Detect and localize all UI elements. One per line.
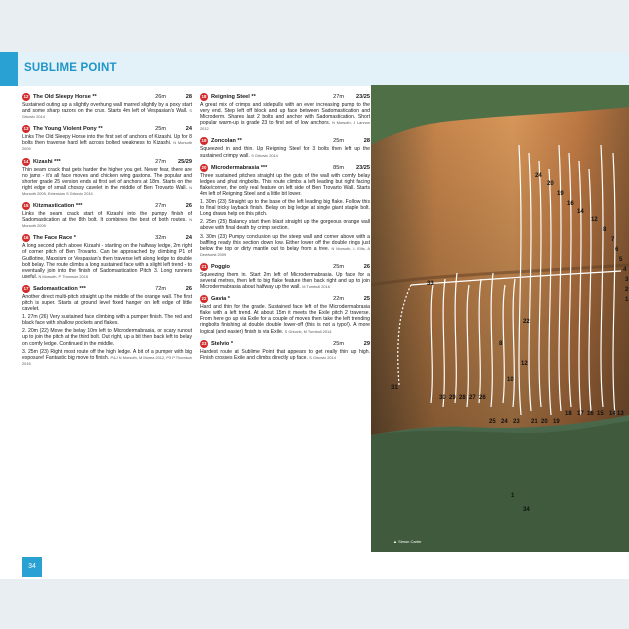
topo-route-label: 28 <box>459 395 466 401</box>
page-number: 34 <box>22 557 42 577</box>
route-description: Thin seam crack that gets harder the higher you get. Never fear, there are no jams - it's all face moves and chicken wing gastons. The popular and shorter grade 25 version ends at first set of anchors at 18m. Starts on the right edge of small chossy cavelet in the middle of Ben Trovarto Wall. N Morsoth 2009, Extension S Grkovic 2014 <box>22 166 192 196</box>
route-entry <box>200 263 370 290</box>
route-number-badge: 22 <box>201 296 207 302</box>
topo-route-label: 16 <box>587 411 594 417</box>
topo-svg <box>371 85 629 552</box>
route-heading <box>200 263 370 271</box>
route-credit: S Grkovic 2014 <box>22 108 192 120</box>
route-heading <box>200 164 370 172</box>
topo-route-label: 34 <box>523 507 530 513</box>
route-description: Hard and thin for the grade. Sustained face left of the Microdermabrasia flake with a left trend. At about 15m it meets the Exile pitch 2 traverse. From here go up via Exile for a couple of moves then take the left trending ringbolts finishing at double double lower-off (this is not a typo!). A more logical (and easier) finish is via Exile. S Grkovic, M Tumbull 2014 <box>200 304 370 335</box>
route-heading <box>200 295 370 303</box>
route-heading <box>200 340 370 348</box>
topo-route-label: 18 <box>565 411 572 417</box>
topo-route-label: 21 <box>531 419 538 425</box>
route-description: 1. 30m (23) Straight up to the base of the left leading big flake. Follow this to final tricky layback finish. Belay on big ledge at single giant staple bolt. Long draws help on this pitch. <box>200 199 370 218</box>
route-length: 22m <box>333 296 344 303</box>
topo-route-label: 20 <box>547 181 554 187</box>
topo-route-label: 2 <box>625 287 629 293</box>
route-number-badge: 15 <box>23 203 29 209</box>
route-number-badge: 19 <box>201 138 207 144</box>
route-name: Stelvio * <box>211 340 234 347</box>
route-description: Squeezing them in. Start 2m left of Microdermabrasia. Up face for a several metres, then left to big flake feature then back right and up to join Microdermabrasia about halfway up the wall. M Tumbull 2016 <box>200 271 370 291</box>
route-name: Kitzmastication *** <box>33 202 83 209</box>
route-name: The Young Violent Pony ** <box>33 126 103 133</box>
topo-route-label: 4 <box>623 267 627 273</box>
route-length: 25m <box>333 340 344 347</box>
route-description: Squeezed in and thin. Up Reigning Steel for 3 bolts then left up the sustained crimpy wall. S Grkovic 2014 <box>200 146 370 159</box>
topo-route-label: 27 <box>469 395 476 401</box>
route-description: Hardest route at Sublime Point that appears to get really thin up high. Finish crosses Exile and climbs directly up face. S Grkovic 2014 <box>200 348 370 361</box>
route-grade: 26 <box>185 285 192 292</box>
route-entry <box>22 349 192 367</box>
route-number-badge: 18 <box>201 94 207 99</box>
route-grade: 28 <box>363 138 370 145</box>
topo-route-label: 8 <box>603 227 607 233</box>
route-entry <box>200 199 370 217</box>
topo-route-label: 1 <box>625 297 629 303</box>
route-heading <box>22 93 192 101</box>
route-column-left <box>22 93 192 372</box>
route-description: 1. 27m (26) Very sustained face climbing with a pumper finish. The red and black face with shallow pockets and flakes. <box>22 314 192 327</box>
route-name: Kizashi *** <box>33 158 61 165</box>
route-length: 72m <box>155 285 166 292</box>
route-column-middle <box>200 93 370 366</box>
topo-route-label: 10 <box>507 377 514 383</box>
route-number-badge: 14 <box>23 158 29 164</box>
route-name: Poggio <box>211 263 230 270</box>
route-credit: S Grkovic, M Tumbull 2014 <box>284 328 332 334</box>
route-length: 27m <box>155 202 166 209</box>
route-description: A great mix of crimps and sidepulls with an ever increasing pump to the very end. Step left off block and up face between Sadomastication and Microderm. Shares last 2 bolts and anchor with Sadomastication. Short popular warm-up is grade 23 to first set of low anchors. N Morsoth, J Lannon 2012 <box>200 102 371 132</box>
route-length: 25m <box>333 263 344 270</box>
topo-route-label: 31 <box>391 385 398 391</box>
route-credit: N Morsoth, J Lannon 2012 <box>200 120 371 132</box>
route-heading <box>200 93 370 101</box>
topo-route-label: 3 <box>625 277 629 283</box>
topo-route-label: 5 <box>619 257 623 263</box>
route-length: 27m <box>333 93 344 100</box>
route-entry <box>200 234 370 258</box>
lower-forest <box>371 421 629 552</box>
route-name: The Face Race * <box>33 235 76 242</box>
topo-route-label: 13 <box>617 411 624 417</box>
route-heading <box>22 234 192 242</box>
header-accent-bar <box>0 52 18 86</box>
crag-topo-photo <box>371 85 629 552</box>
route-length: 85m <box>333 164 344 171</box>
route-number-badge: 13 <box>23 126 29 132</box>
route-entry <box>22 328 192 346</box>
topo-route-label: 14 <box>609 411 616 417</box>
topo-route-label: 6 <box>615 247 619 253</box>
route-credit: S Grkovic 2014 <box>251 152 278 158</box>
route-entry <box>22 158 192 197</box>
route-grade: 26 <box>185 202 192 209</box>
topo-route-label: 14 <box>577 209 584 215</box>
route-credit: N Morsoth, P Thomson 2015 <box>38 273 89 279</box>
topo-route-label: 30 <box>439 395 446 401</box>
topo-route-label: 7 <box>611 237 615 243</box>
route-description: 2. 25m (25) Balancy start then blast straight up the gorgeous orange wall above with final death by crimp section. <box>200 219 370 232</box>
route-name: Gavia * <box>211 296 230 303</box>
topo-route-label: 19 <box>557 191 564 197</box>
route-grade: 29 <box>363 340 370 347</box>
section-header <box>0 52 629 86</box>
route-heading <box>200 137 370 145</box>
route-number-badge: 16 <box>23 235 29 241</box>
route-heading <box>22 125 192 133</box>
route-description: 3. 30m (23) Pumpy conclusion up the steep wall and corner above with a baffling ready this section down low. Either lower off the double rings just below the top or dirty mantle out to belay from a tree. N Morsoth, L Ellis, A Dewhurst 2009 <box>200 233 370 257</box>
route-number-badge: 12 <box>23 94 29 99</box>
topo-route-label: 25 <box>489 419 496 425</box>
route-description: 3. 25m (23) Right most route off the high ledge. A bit of a pumper with big exposure! Fantastic big move to finish. P&J N Morsoth, M Morea 2012, P3 P Thomson 2015 <box>22 348 192 366</box>
route-grade: 24 <box>185 235 192 242</box>
topo-route-label: 29 <box>449 395 456 401</box>
topo-route-label: 17 <box>577 411 584 417</box>
route-entry <box>200 295 370 334</box>
route-number-badge: 21 <box>201 263 207 269</box>
route-entry <box>200 219 370 231</box>
route-length: 25m <box>333 138 344 145</box>
topo-route-label: 16 <box>567 201 574 207</box>
route-name: Sadomastication *** <box>33 285 86 292</box>
route-description: Another direct multi-pitch straight up the middle of the orange wall. The first pitch is super. Starts at ground level fixed hanger on left edge of little cavelet. <box>22 293 192 313</box>
route-entry <box>200 137 370 158</box>
section-title: SUBLIME POINT <box>24 62 117 74</box>
route-credit: N Morsoth 2009, Extension S Grkovic 2014 <box>22 184 192 196</box>
topo-route-label: 24 <box>535 173 542 179</box>
route-name: Microdermabrasia *** <box>211 164 268 171</box>
topo-route-label: 23 <box>513 419 520 425</box>
topo-route-label: 24 <box>501 419 508 425</box>
route-entry <box>22 125 192 152</box>
topo-route-label: 15 <box>597 411 604 417</box>
route-credit: N Morsoth, L Ellis, A Dewhurst 2009 <box>200 245 370 257</box>
route-description: Sustained outing up a slightly overhung wall marred slightly by a poxy start and some sharp razors on the crux. Starts 4m left of Vespasian's Wall. S Grkovic 2014 <box>22 102 192 120</box>
topo-route-label: 12 <box>521 361 528 367</box>
route-length: 32m <box>155 235 166 242</box>
route-name: Zoncolan ** <box>211 138 242 145</box>
route-name: Reigning Steel ** <box>211 93 256 100</box>
topo-route-label: 22 <box>523 319 530 325</box>
route-grade: 25 <box>363 296 370 303</box>
route-number-badge: 20 <box>201 164 207 170</box>
route-description: 2. 20m (22) Move the belay 10m left to Microdermabrasia, or scary runout up to join the pitch at the third bolt. Out right, up a bit then back left to belay on comfy ledge. Continued in the middle. <box>22 328 192 347</box>
route-credit: P&J N Morsoth, M Morea 2012, P3 P Thomson 2015 <box>22 354 192 366</box>
route-grade: 28 <box>185 93 192 100</box>
topo-route-label: 26 <box>479 395 486 401</box>
route-number-badge: 17 <box>23 285 29 291</box>
route-heading <box>22 158 192 166</box>
route-entry <box>22 202 192 229</box>
photo-credit: ▲ Simon Carter <box>393 539 422 544</box>
route-description: Links the seam crack start of Kizashi into the pumpy finish of Sadomastication at the 8th bolt. It combines the best of both routes. N Morsoth 2009 <box>22 211 192 229</box>
topo-route-label: 8 <box>499 341 503 347</box>
route-grade: 23/25 <box>356 164 370 171</box>
route-name: The Old Sleepy Horse ** <box>33 93 97 100</box>
route-description: Links The Old Sleepy Horse into the first set of anchors of Kizashi. Up for 8 bolts then traverse hard left across bolted weakness to Kizashi. N Morsoth 2009 <box>22 134 192 152</box>
route-credit: N Morsoth 2009 <box>22 217 192 229</box>
route-entry <box>200 164 370 197</box>
topo-route-label: 12 <box>591 217 598 223</box>
route-length: 26m <box>155 93 166 100</box>
route-credit: N Morsoth 2009 <box>22 140 192 152</box>
route-length: 25m <box>155 126 166 133</box>
topo-route-label: 1 <box>511 493 515 499</box>
guidebook-page <box>0 52 629 579</box>
route-grade: 25/29 <box>178 158 192 165</box>
route-credit: M Tumbull 2016 <box>302 284 330 290</box>
route-length: 27m <box>155 158 166 165</box>
route-entry <box>22 285 192 312</box>
route-heading <box>22 285 192 293</box>
route-description: A long second pitch above Kizashi - starting on the halfway ledge, 2m right of corner pitch of Ben Trovarto. Can be approached by climbing P1 of Guillotine, Maxxism or Vespasian's then traverse left along ledge to double bolt belay. The route climbs a long sustained face with a slight left trend - to eventually join into the finish of Sadomastication Pitch 3. Long runners useful. N Morsoth, P Thomson 2015 <box>22 243 192 280</box>
route-description: Three sustained pitches straight up the guts of the wall with comfy belay ledges and phat ringbolts. This route climbs a left leading but right facing flake/corner, the only real feature on left side of Ben Trovarto Wall. Starts 4m left of Reigning Steel and a little bit lower. <box>200 172 370 197</box>
route-entry <box>22 314 192 326</box>
topo-route-label: 20 <box>541 419 548 425</box>
route-heading <box>22 202 192 210</box>
topo-route-label: 19 <box>553 419 560 425</box>
route-grade: 26 <box>363 263 370 270</box>
route-entry <box>200 93 370 132</box>
route-entry <box>200 340 370 361</box>
route-entry <box>22 234 192 280</box>
route-grade: 23/25 <box>356 93 370 100</box>
route-grade: 24 <box>185 126 192 133</box>
route-number-badge: 23 <box>201 340 207 346</box>
topo-route-label: 33 <box>427 281 434 287</box>
route-entry <box>22 93 192 120</box>
route-credit: S Grkovic 2014 <box>309 354 336 360</box>
